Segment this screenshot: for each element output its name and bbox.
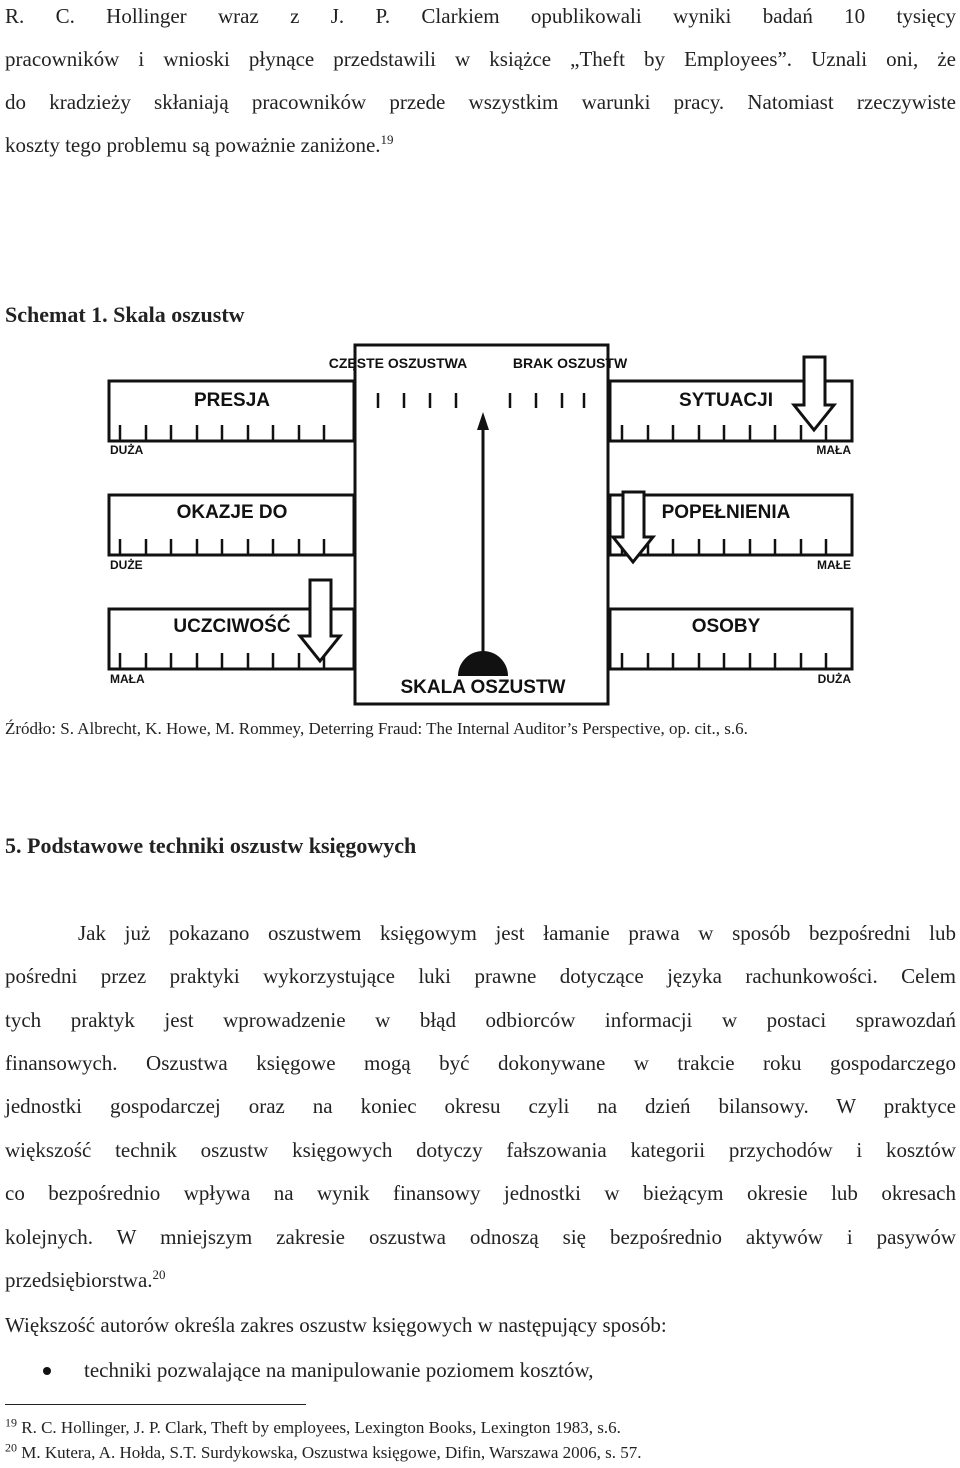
label-skala-oszustw: SKALA OSZUSTW [400,677,566,698]
label-brak: BRAK OSZUSTW [512,355,628,371]
footnote-20 [5,1440,642,1463]
figure-caption: Schemat 1. Skala oszustw [5,302,245,327]
label-osoby: OSOBY [691,616,761,637]
para-line-9 [5,1259,956,1302]
footnote-text: R. C. Hollinger, J. P. Clark, Theft by employees, Lexington Books, Lexington 1983, s.6. [21,1418,621,1437]
intro-line-1: R. C. Hollinger wraz z J. P. Clarkiem opublikowali wyniki badań 10 tysięcy [5,4,956,28]
label-male: MAŁE [817,558,851,572]
label-duza-3: DUŻA [817,672,851,686]
footnote-ref-19[interactable]: 19 [380,132,394,147]
intro-line-4-text: koszty tego problemu są poważnie zaniżone. [5,133,381,157]
label-popelnienia: POPEŁNIENIA [661,502,791,523]
label-mala-3: MAŁA [110,672,145,686]
footnote-separator [5,1404,306,1405]
label-mala-1: MAŁA [816,443,851,457]
list-item-text: techniki pozwalające na manipulowanie poziomem kosztów, [84,1358,594,1382]
footnote-text: M. Kutera, A. Hołda, S.T. Surdykowska, Oszustwa księgowe, Difin, Warszawa 2006, s. 57. [21,1443,642,1462]
intro-line-2: pracowników i wnioski płynące przedstawili w książce „Theft by Employees”. Uznali oni, że [5,47,956,71]
para-line-8: kolejnych. W mniejszym zakresie oszustwa odnoszą się bezpośrednio aktywów i pasywów [5,1225,956,1249]
footnote-19 [5,1415,621,1438]
para-line-6: większość technik oszustw księgowych dotyczy fałszowania kategorii przychodów i kosztów [5,1138,956,1162]
para-line-1: Jak już pokazano oszustwem księgowym jest łamanie prawa w sposób bezpośredni lub [78,921,956,945]
label-duza-1: DUŻA [110,443,144,457]
para-line-7: co bezpośrednio wpływa na wynik finansowy jednostki w bieżącym okresie lub okresach [5,1181,956,1205]
fraud-scale-diagram [0,340,960,712]
para-line-2: pośredni przez praktyki wykorzystujące luki prawne dotyczące języka rachunkowości. Celem [5,964,956,988]
intro-line-4 [5,124,956,167]
footnote-ref-20[interactable]: 20 [152,1267,166,1282]
label-czeste: CZĘSTE OSZUSTWA [328,355,468,371]
list-intro: Większość autorów określa zakres oszustw księgowych w następujący sposób: [5,1313,667,1337]
para-line-3: tych praktyk jest wprowadzenie w błąd odbiorców informacji w postaci sprawozdań [5,1008,956,1032]
para-line-5: jednostki gospodarczej oraz na koniec okresu czyli na dzień bilansowy. W praktyce [5,1094,956,1118]
para-line-9-text: przedsiębiorstwa. [5,1268,153,1292]
footnote-number: 20 [5,1440,17,1455]
label-presja: PRESJA [193,390,271,411]
intro-line-3: do kradzieży skłaniają pracowników przede wszystkim warunki pracy. Natomiast rzeczywiste [5,90,956,114]
label-uczciwosc: UCZCIWOŚĆ [173,616,291,637]
bullet-icon [43,1367,51,1375]
para-line-4: finansowych. Oszustwa księgowe mogą być dokonywane w trakcie roku gospodarczego [5,1051,956,1075]
section-heading: 5. Podstawowe techniki oszustw księgowych [5,833,417,858]
figure-source: Źródło: S. Albrecht, K. Howe, M. Rommey, Deterring Fraud: The Internal Auditor’s Perspective, op. cit., s.6. [5,719,748,738]
label-duze: DUŻE [110,558,143,572]
label-okazje: OKAZJE DO [176,502,288,523]
label-sytuacji: SYTUACJI [679,390,773,411]
footnote-number: 19 [5,1415,17,1430]
